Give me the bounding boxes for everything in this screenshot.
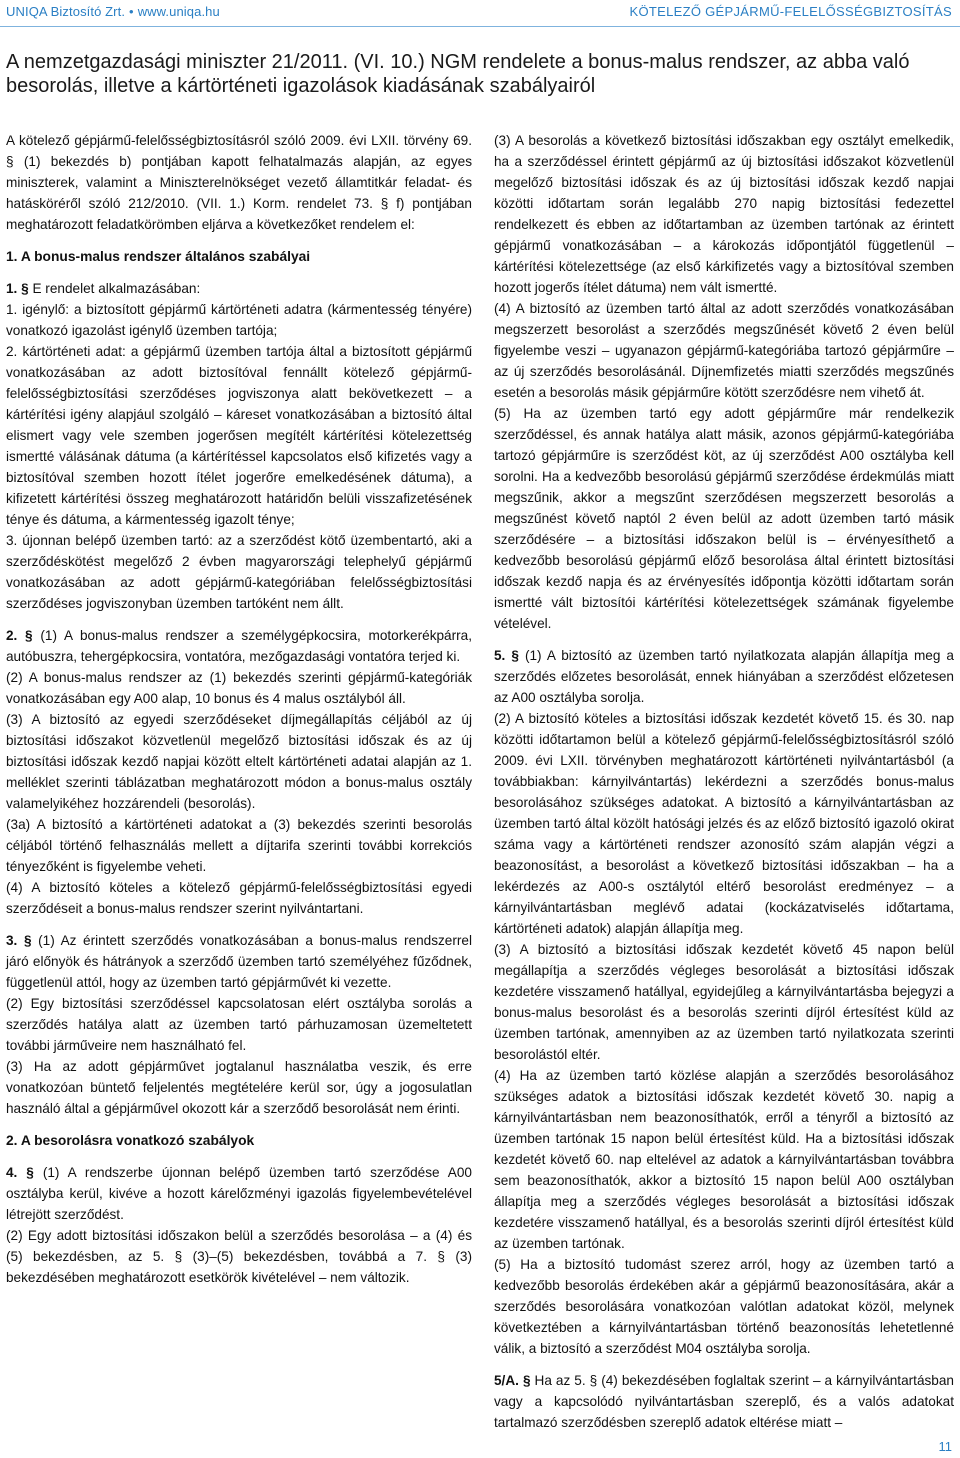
section-5-para-2: (2) A biztosító köteles a biztosítási időszak kezdetét követő 15. és 30. nap közötti időtartamon belül a kötelező gépjármű-felelősségbiztosításról szóló 2009. évi LXII. törvényben meghatározott kártörténeti nyilvántartásból (a továbbiakban: kárnyilvántartás) lekérdezni a szerződés bonus-malus besorolásához szükséges adatokat. A biztosító a kárnyilvántartásban az üzemben tartó által közölt hatósági jelzés és az előző biztosító igazoló okirat száma vagy a kártörténeti rendszer azonosító szám alapján végzi a beazonosítást, a besorolást a következő biztosítási időszakban – ha a lekérdezés az A00-s osztálytól eltérő besorolást eredményez – a kárnyilvántartásban meglévő adatai (kockázatviselés időtartama, kártörténeti adatok) alapján állapítja meg. [494,711,954,936]
section-label: 2. § [6,628,33,643]
header-divider [0,26,960,27]
document-title: A nemzetgazdasági miniszter 21/2011. (VI. 10.) NGM rendelete a bonus-malus rendszer, az abba való besorolás, illetve a kártörténeti igazolások kiadásának szabályairól [6,51,910,97]
section-label: 5. § [494,648,519,663]
section-3-para-1 [6,930,472,993]
section-4-para-2: (2) Egy adott biztosítási időszakon belül a szerződés besorolása – a (4) és (5) bekezdésben, az 5. § (3)–(5) bekezdésben, továbbá a 7. § (3) bekezdésében meghatározott esetkörök kivételével – nem változik. [6,1228,472,1285]
section-2-para-3: (3) A biztosító az egyedi szerződéseket díjmegállapítás céljából az új biztosítási időszakot közvetlenül megelőző biztosítási időszak és az új biztosítási időszak kezdő napjai között eltelt kártörténeti adatai alapján az 1. melléklet szerinti táblázatban meghatározott módon a bonus-malus osztály valamelyikéhez hozzárendeli (besorolás). [6,712,472,811]
website-link[interactable]: www.uniqa.hu [137,4,220,19]
bullet-separator: • [129,4,134,19]
section-text: (1) A biztosító az üzemben tartó nyilatkozata alapján állapítja meg a szerződés előzetes besorolását, ennek hiányában a szerződést előzetesen az A00 osztályba sorolja. [494,648,954,705]
section-2-para-2: (2) A bonus-malus rendszer az (1) bekezdés szerinti gépjármű-kategóriák vonatkozásában egy A00 alap, 10 bonus és 4 malus osztályból áll. [6,670,472,706]
section-label: 5/A. § [494,1373,531,1388]
section-1-intro [6,278,472,299]
section-text: (1) A rendszerbe újonnan belépő üzemben tartó szerződése A00 osztályba kerül, kivéve a hozott kárelőzményi igazolás figyelembevételével létrejött szerződést. [6,1165,472,1222]
section-label: 1. § [6,281,29,296]
section-2-para-3a: (3a) A biztosító a kártörténeti adatokat a (3) bekezdés szerinti besorolás céljából történő felhasználás mellett a díjtarifa szerinti további korrekciós tényezőként is figyelembe veheti. [6,817,472,874]
section-label: 3. § [6,933,32,948]
section-1-point-3: 3. újonnan belépő üzemben tartó: az a szerződést kötő üzembentartó, aki a szerződéskötést megelőző 2 évben magyarországi telephelyű gépjármű vonatkozásában az adott gépjármű-kategóriában felelősségbiztosítási szerződéses jogviszonyban üzemben tartóként nem állt. [6,533,472,611]
section-text: (1) Az érintett szerződés vonatkozásában a bonus-malus rendszerrel járó előnyök és hátrányok a szerződő üzemben tartó személyéhez fűződnek, függetlenül attól, hogy az üzemben tartó gépjárművét ki vezette. [6,933,472,990]
section-title: KÖTELEZŐ GÉPJÁRMŰ-FELELŐSSÉGBIZTOSÍTÁS [629,4,952,19]
company-name: UNIQA Biztosító Zrt. [6,4,126,19]
left-column [6,130,472,1288]
chapter-heading-1: 1. A bonus-malus rendszer általános szabályai [6,249,311,264]
section-5-para-1 [494,645,954,708]
section-2-para-4: (4) A biztosító köteles a kötelező gépjármű-felelősségbiztosítási egyedi szerződéseit a bonus-malus rendszer szerint nyilvántartani. [6,880,472,916]
section-3-para-2: (2) Egy biztosítási szerződéssel kapcsolatosan elért osztályba sorolás a szerződés hatálya alatt az üzemben tartó párhuzamosan üzemeltetett további járműveire nem használható fel. [6,996,472,1053]
right-column [494,130,954,1433]
chapter-heading-2: 2. A besorolásra vonatkozó szabályok [6,1133,255,1148]
header-left [6,4,220,19]
section-text: (1) A bonus-malus rendszer a személygépkocsira, motorkerékpárra, autóbuszra, tehergépkocsira, vontatóra, mezőgazdasági vontatóra terjed ki. [6,628,473,664]
section-text: E rendelet alkalmazásában: [32,281,201,296]
section-label: 4. § [6,1165,34,1180]
section-4-para-4: (4) A biztosító az üzemben tartó által az adott szerződés vonatkozásában megszerzett besorolást a szerződés megszűnését követő 2 éven belül figyelembe veszi – ugyanazon gépjármű-kategóriába tartozó gépjárműre – az új szerződés besorolásánál. Díjnemfizetés miatti szerződés megszűnés esetén a besorolás másik gépjárműre kötött szerződésre nem vihető át. [494,301,954,400]
section-5a-para-1 [494,1370,954,1433]
preamble: A kötelező gépjármű-felelősségbiztosításról szóló 2009. évi LXII. törvény 69. § (1) bekezdés b) pontjában kapott felhatalmazás alapján, az egyes miniszterek, valamint a Miniszterelnökséget vezető államtitkár feladat- és hatásköréről szóló 212/2010. (VII. 1.) Korm. rendelet 73. § f) pontjában meghatározott feladatkörömben eljárva a következőket rendelem el: [6,133,472,232]
page-number: 11 [938,1439,952,1454]
section-5-para-4: (4) Ha az üzemben tartó közlése alapján a szerződés besorolásához szükséges adatok a biztosítási időszak kezdetét követő 30. napig a kárnyilvántartásban nem beazonosíthatók, erről a tényről a biztosító az üzemben tartónak 15 napon belül értesítést küld. Ha a biztosítási időszak kezdetét követő 60. nap eltelével az adatok a kárnyilvántartásban továbbra sem beazonosíthatók, akkor a biztosító 15 napon belül A00 osztályban állapítja meg a szerződés végleges besorolását a biztosítási időszak kezdetére visszamenő hatállyal, és a besorolás szerinti díjról értesítést küld az üzemben tartónak. [494,1068,954,1251]
section-text: Ha az 5. § (4) bekezdésében foglaltak szerint – a kárnyilvántartásban vagy a kapcsolódó nyilvántartásban szereplő, és a valós adatokat tartalmazó szerződésben szereplő adatok eltérése miatt – [494,1373,954,1430]
section-1-point-2: 2. kártörténeti adat: a gépjármű üzemben tartója által a biztosított gépjármű vonatkozásában az adott biztosítóval fennállt kötelező gépjármű-felelősségbiztosítási szerződéses jogviszonya alatt bekövetkezett – a kártérítési igény alapjául szolgáló – káreset vonatkozásában a biztosító által elismert vagy vele szemben jogerősen megítélt kártérítési kötelezettség ismertté válásának dátuma (a kártérítéssel kapcsolatos első kifizetés vagy a biztosítóval szemben hozott ítélet jogerőre emelkedésének dátuma), a kifizetett kártérítési összeg meghatározott határidőn belüli visszafizetésének ténye és dátuma, a kármentesség igazolt ténye; [6,344,472,527]
section-3-para-3: (3) Ha az adott gépjárművet jogtalanul használatba veszik, és erre vonatkozóan büntető feljelentés megtételére kerül sor, úgy a jogosulatlan használó által a gépjárművel okozott kár a szerződő besorolását nem érinti. [6,1059,472,1116]
section-5-para-3: (3) A biztosító a biztosítási időszak kezdetét követő 45 napon belül megállapítja a szerződés végleges besorolását a biztosítási időszak kezdetére visszamenő hatállyal, egyidejűleg a kárnyilvántartásba bejegyzi a bonus-malus besorolást és a besorolás szerinti díjról értesítést küld az üzemben tartónak, amennyiben az az üzemben tartó nyilatkozata szerinti besorolástól eltér. [494,942,954,1062]
section-4-para-1 [6,1162,472,1225]
section-4-para-5: (5) Ha az üzemben tartó egy adott gépjárműre már rendelkezik szerződéssel, és annak hatálya alatt másik, azonos gépjármű-kategóriába tartozó gépjárműre is szerződést köt, az új szerződést A00 osztályba kell sorolni. Ha a kedvezőbb besorolású gépjármű szerződése érdekmúlás miatt megszűnik, akkor a megszűnt szerződésen megszerzett besorolás a megszűnést követő naptól 2 éven belül az adott üzemben tartó másik szerződésére – a biztosítási időszakon belül is – érvényesíthető a kedvezőbb besorolású gépjármű előző besorolása által érintett biztosítási időszak kezdő napja és az érvényesítés időpontja közötti időtartam során ismertté vált biztosítói kártérítési kötelezettségek számának figyelembe vételével. [494,406,954,631]
section-2-para-1 [6,625,472,667]
section-4-para-3: (3) A besorolás a következő biztosítási időszakban egy osztályt emelkedik, ha a szerződéssel érintett gépjármű az új biztosítási időszakot közvetlenül megelőző biztosítási időszak és az új biztosítási időszak kezdő napjai közötti időtartam során legalább 270 napig biztosítási fedezettel rendelkezett és ebben az időtartamban az üzemben tartónak az érintett gépjármű vonatkozásában – a károkozás időpontjától függetlenül – kártérítési kötelezettsége (az első kárkifizetés vagy a biztosítóval szemben hozott jogerős ítélet dátuma) nem vált ismertté. [494,133,954,295]
section-5-para-5: (5) Ha a biztosító tudomást szerez arról, hogy az üzemben tartó a kedvezőbb besorolás érdekében akár a gépjármű beazonosítására, akár a szerződés besorolására vonatkozóan valótlan adatokat közöl, melynek következtében a kárnyilvántartásban történő beazonosítás lehetetlenné válik, a biztosító a szerződést M04 osztályba sorolja. [494,1257,954,1356]
running-header [0,0,960,26]
section-1-point-1: 1. igénylő: a biztosított gépjármű kártörténeti adatra (kármentesség tényére) vonatkozó igazolást igénylő üzemben tartója; [6,302,472,338]
